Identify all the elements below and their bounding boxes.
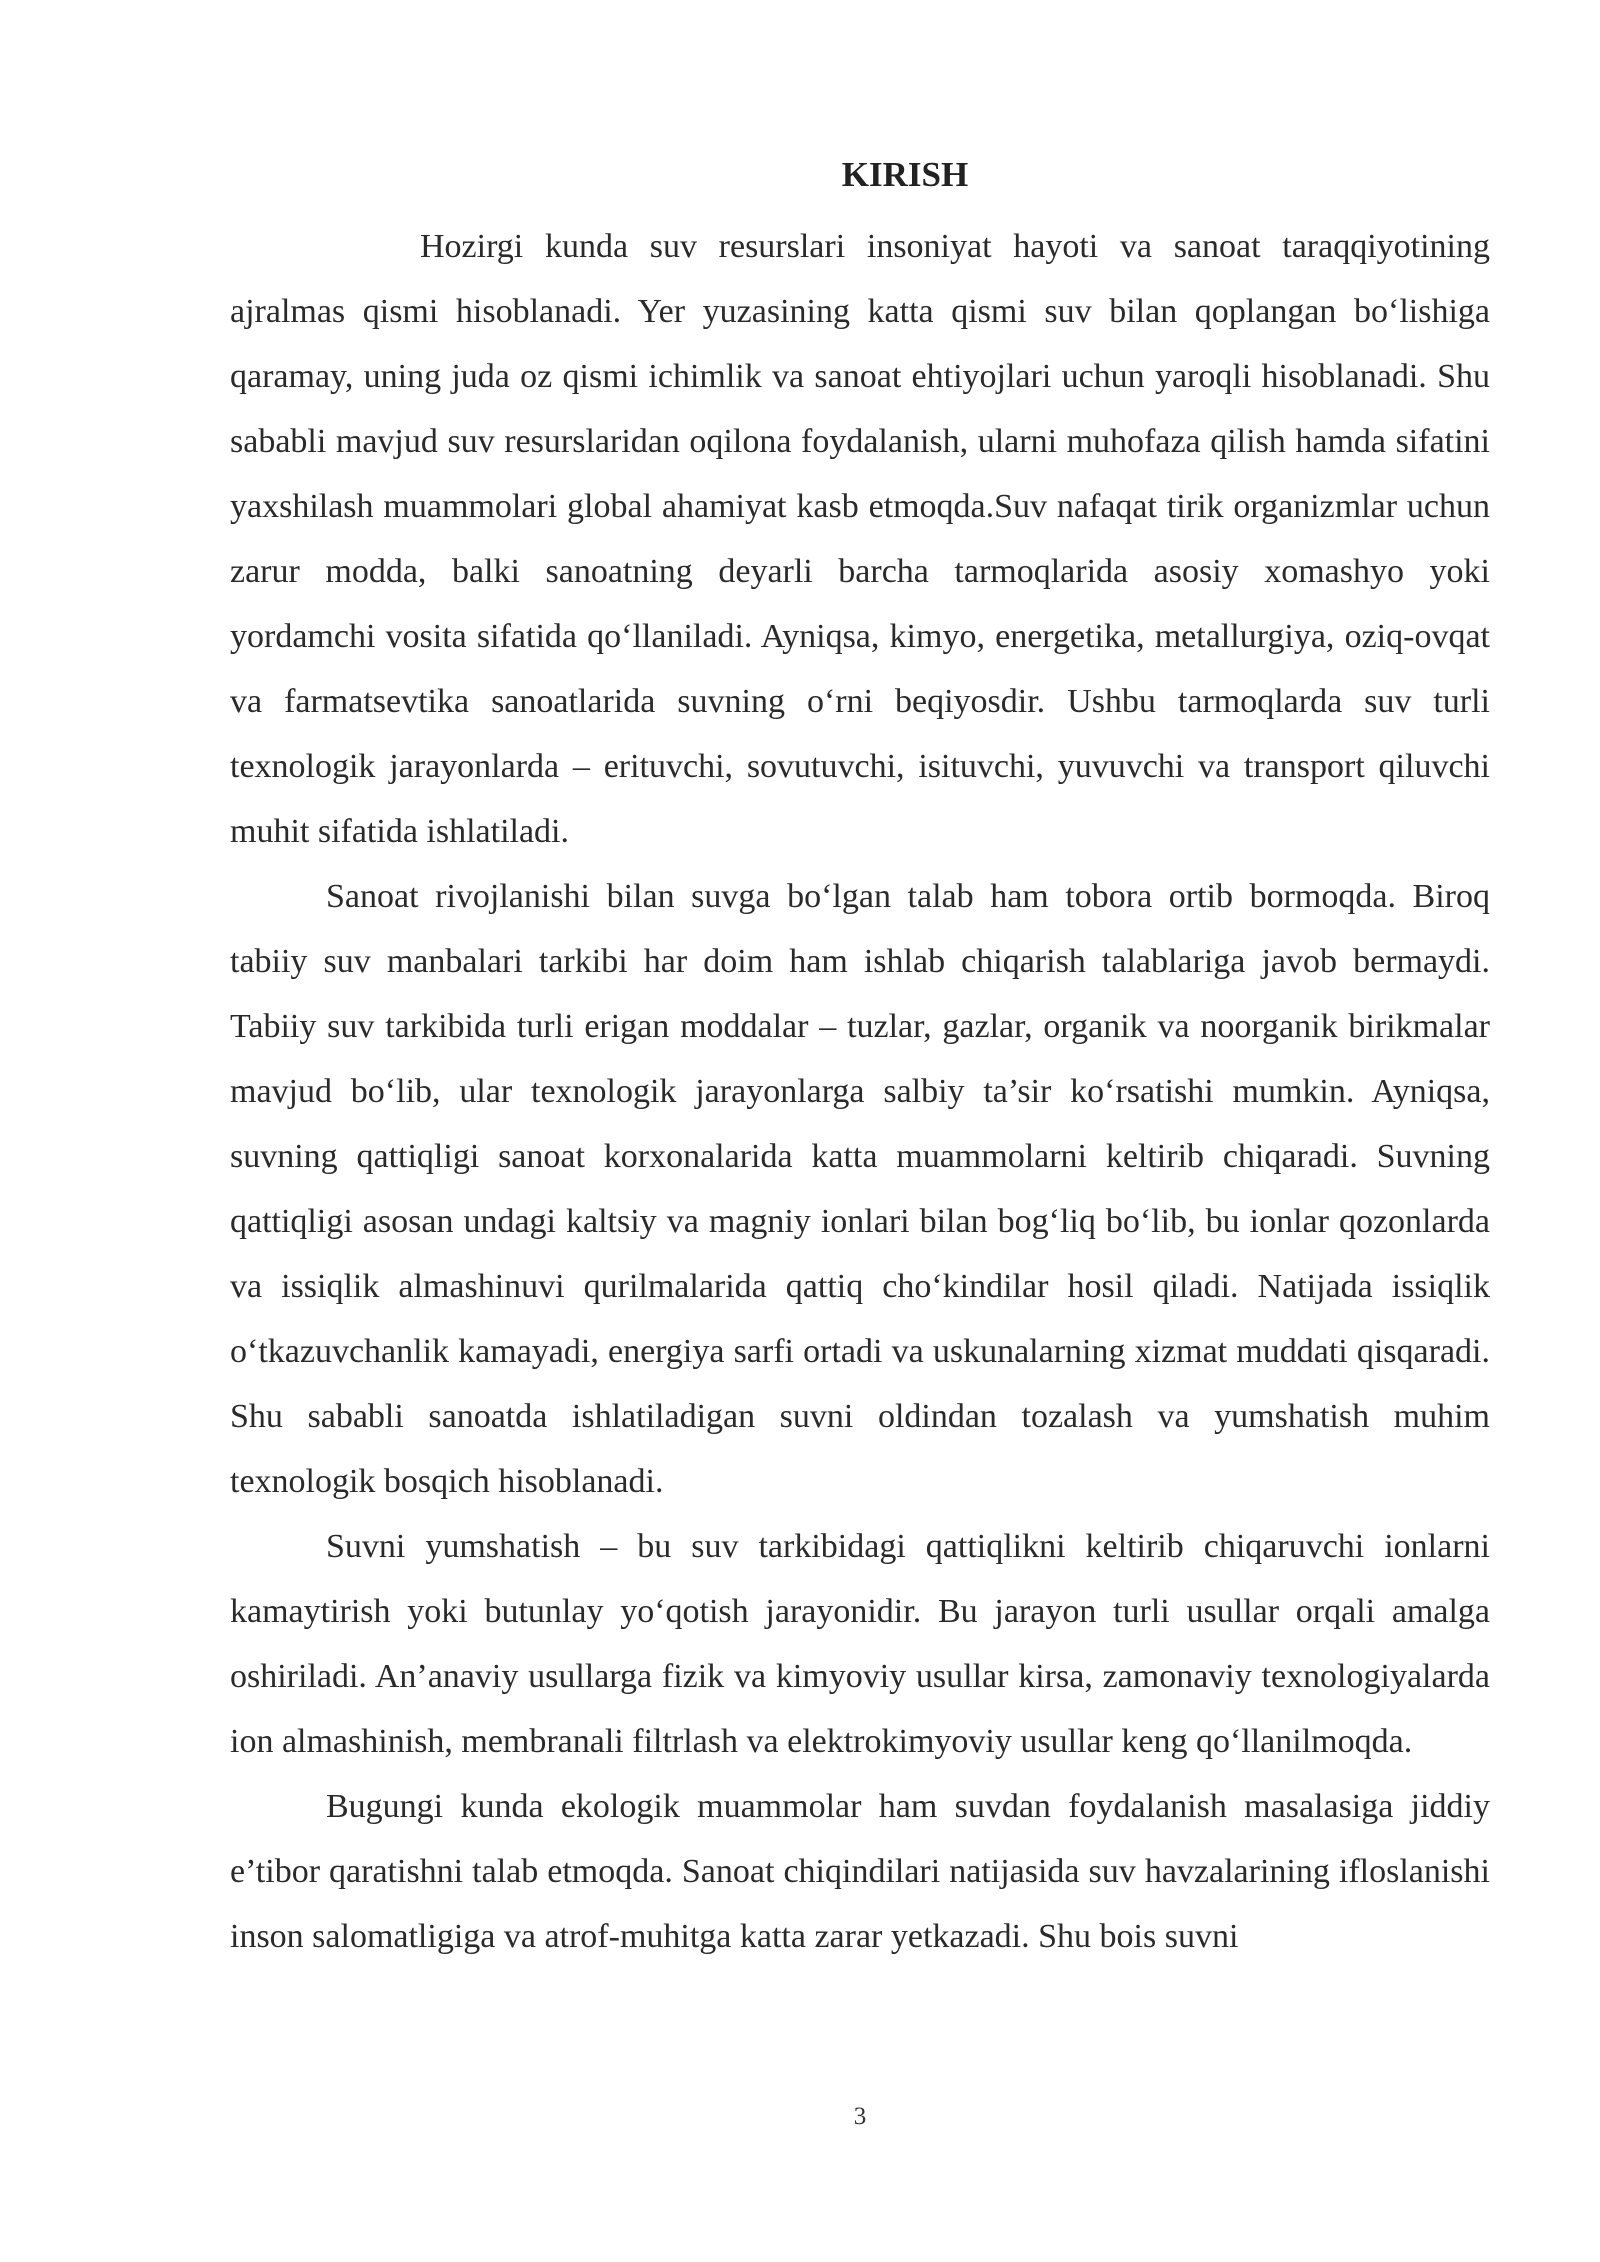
section-heading: KIRISH (841, 155, 969, 194)
page-number: 3 (853, 2103, 867, 2130)
paragraph-3: Suvni yumshatish – bu suv tarkibidagi qattiqlikni keltirib chiqaruvchi ionlarni kamaytirish yoki butunlay yo‘qotish jarayonidir. Bu jarayon turli usullar orqali amalga oshiriladi. An’anaviy usullarga fizik va kimyoviy usullar kirsa, zamonaviy texnologiyalarda ion almashinish, membranali filtrlash va elektrokimyoviy usullar keng qo‘llanilmoqda. (230, 1528, 1490, 1760)
paragraph-2: Sanoat rivojlanishi bilan suvga bo‘lgan talab ham tobora ortib bormoqda. Biroq tabiiy suv manbalari tarkibi har doim ham ishlab chiqarish talablariga javob bermaydi. Tabiiy suv tarkibida turli erigan moddalar – tuzlar, gazlar, organik va noorganik birikmalar mavjud bo‘lib, ular texnologik jarayonlarga salbiy ta’sir ko‘rsatishi mumkin. Ayniqsa, suvning qattiqligi sanoat korxonalarida katta muammolarni keltirib chiqaradi. Suvning qattiqligi asosan undagi kaltsiy va magniy ionlari bilan bog‘liq bo‘lib, bu ionlar qozonlarda va issiqlik almashinuvi qurilmalarida qattiq cho‘kindilar hosil qiladi. Natijada issiqlik o‘tkazuvchanlik kamayadi, energiya sarfi ortadi va uskunalarning xizmat muddati qisqaradi. Shu sababli sanoatda ishlatiladigan suvni oldindan tozalash va yumshatish muhim texnologik bosqich hisoblanadi. (230, 878, 1490, 1500)
paragraph-1: Hozirgi kunda suv resurslari insoniyat hayoti va sanoat taraqqiyotining ajralmas qismi hisoblanadi. Yer yuzasining katta qismi suv bilan qoplangan bo‘lishiga qaramay, uning juda oz qismi ichimlik va sanoat ehtiyojlari uchun yaroqli hisoblanadi. Shu sababli mavjud suv resurslaridan oqilona foydalanish, ularni muhofaza qilish hamda sifatini yaxshilash muammolari global ahamiyat kasb etmoqda.Suv nafaqat tirik organizmlar uchun zarur modda, balki sanoatning deyarli barcha tarmoqlarida asosiy xomashyo yoki yordamchi vosita sifatida qo‘llaniladi. Ayniqsa, kimyo, energetika, metallurgiya, oziq-ovqat va farmatsevtika sanoatlarida suvning o‘rni beqiyosdir. Ushbu tarmoqlarda suv turli texnologik jarayonlarda – erituvchi, sovutuvchi, isituvchi, yuvuvchi va transport qiluvchi muhit sifatida ishlatiladi. (230, 228, 1490, 850)
body-text (230, 214, 1490, 1969)
paragraph-4: Bugungi kunda ekologik muammolar ham suvdan foydalanish masalasiga jiddiy e’tibor qaratishni talab etmoqda. Sanoat chiqindilari natijasida suv havzalarining ifloslanishi inson salomatligiga va atrof-muhitga katta zarar yetkazadi. Shu bois suvni (230, 1788, 1490, 1955)
